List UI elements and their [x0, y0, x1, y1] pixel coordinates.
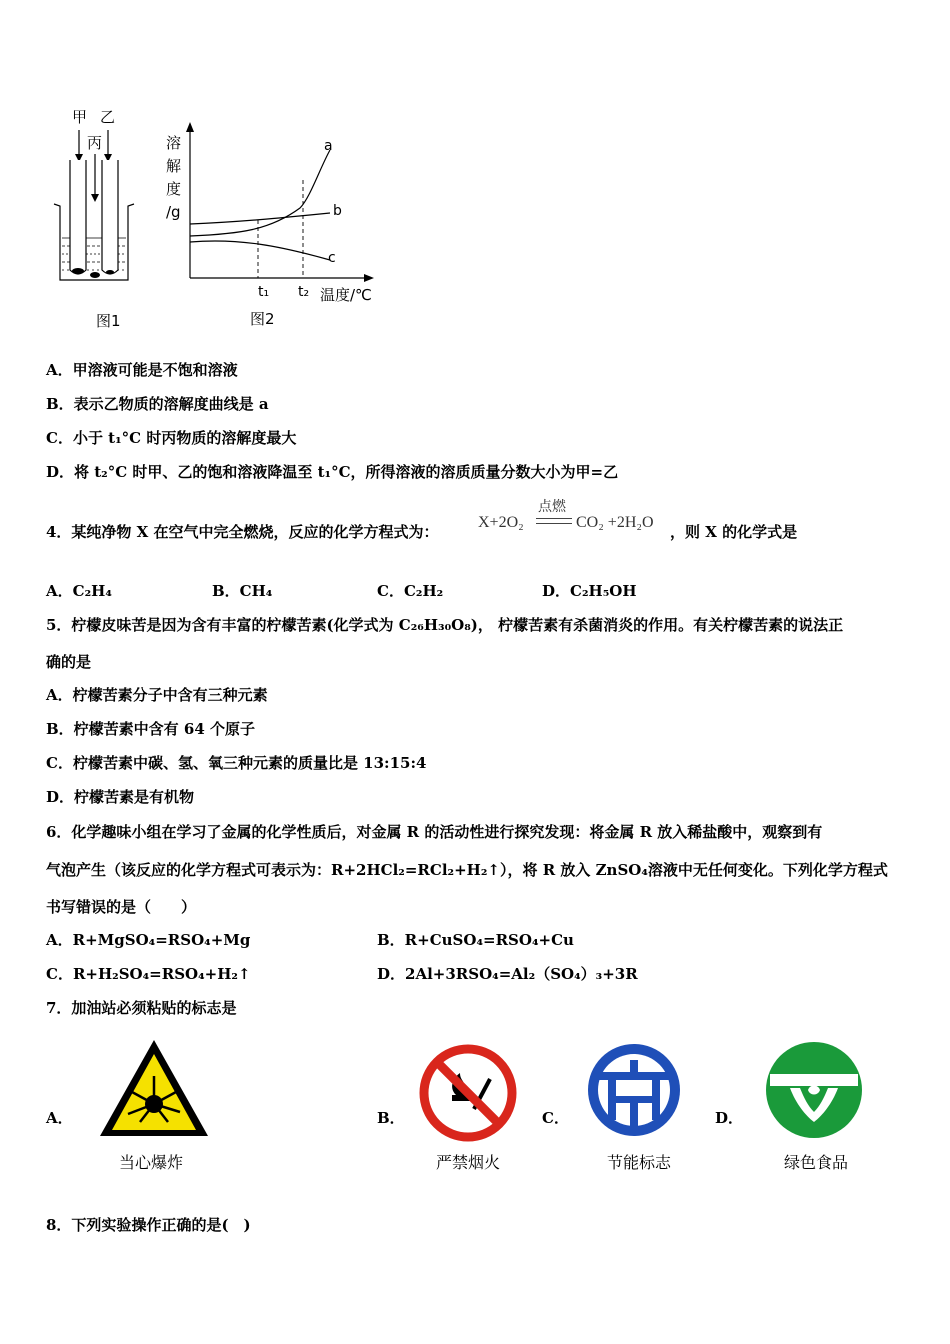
figure-1-label: 图1	[96, 312, 121, 330]
caption-d: 绿色食品	[783, 1153, 848, 1172]
q3-option-c: C．小于 t₁°C 时丙物质的溶解度最大	[46, 429, 297, 447]
solubility-chart	[160, 118, 390, 298]
q4-option-d: D．C₂H₅OH	[542, 582, 637, 600]
q6-option-a: A．R+MgSO₄=RSO₄+Mg	[46, 931, 251, 949]
q3-option-d: D．将 t₂°C 时甲、乙的饱和溶液降温至 t₁°C，所得溶液的溶质质量分数大小为甲=乙	[46, 463, 619, 481]
q5-stem-line1: 5．柠檬皮味苦是因为含有丰富的柠檬苦素(化学式为 C₂₆H₃₀O₈)， 柠檬苦素有杀菌消炎的作用。有关柠檬苦素的说法正	[46, 616, 844, 634]
figure-1	[50, 100, 140, 330]
no-fire-icon	[418, 1043, 518, 1143]
q7-letter-b: B．	[377, 1109, 405, 1127]
q7-letter-d: D．	[715, 1109, 744, 1127]
q4-option-a: A．C₂H₄	[46, 582, 112, 600]
q6-stem-line2: 气泡产生（该反应的化学方程式可表示为：R+2HCl₂=RCl₂+H₂↑），将 R 放入 ZnSO₄溶液中无任何变化。下列化学方程式	[46, 861, 888, 879]
equation-arrow	[536, 518, 572, 524]
q6-option-c: C．R+H₂SO₄=RSO₄+H₂↑	[46, 965, 251, 983]
q5-option-b: B．柠檬苦素中含有 64 个原子	[46, 720, 255, 738]
q7-stem: 7．加油站必须粘贴的标志是	[46, 999, 237, 1017]
q5-option-d: D．柠檬苦素是有机物	[46, 788, 195, 806]
equation-right: CO₂ +2H₂O	[576, 514, 654, 531]
equation-condition: 点燃	[538, 500, 566, 515]
equation-left: X+2O₂	[478, 514, 524, 531]
y-axis-label: 溶 解 度 /g	[166, 134, 182, 221]
q4-stem-prefix: 4．某纯净物 X 在空气中完全燃烧，反应的化学方程式为：	[46, 523, 439, 541]
green-food-icon	[762, 1038, 866, 1142]
curve-label-a: a	[324, 138, 333, 154]
curve-b	[190, 213, 330, 224]
tube-label-yi: 乙	[100, 108, 116, 126]
figure-2-label: 图2	[250, 310, 275, 328]
caption-b: 严禁烟火	[435, 1153, 500, 1172]
tube-label-bing: 丙	[87, 134, 103, 152]
energy-saving-icon	[584, 1040, 684, 1140]
x-axis-label: 温度/℃	[320, 286, 372, 304]
q3-option-b: B．表示乙物质的溶解度曲线是 a	[46, 395, 269, 413]
q7-letter-c: C．	[542, 1109, 569, 1127]
q3-option-a: A．甲溶液可能是不饱和溶液	[46, 361, 238, 379]
q6-option-d: D．2Al+3RSO₄=Al₂（SO₄）₃+3R	[377, 965, 638, 983]
q4-option-c: C．C₂H₂	[377, 582, 444, 600]
beaker-diagram	[50, 120, 140, 320]
q5-option-c: C．柠檬苦素中碳、氢、氧三种元素的质量比是 13:15:4	[46, 754, 427, 772]
q4-stem-suffix: ，则 X 的化学式是	[670, 523, 798, 541]
tick-t2: t₂	[298, 284, 310, 300]
q4-equation	[478, 496, 673, 540]
q8-stem: 8．下列实验操作正确的是( )	[46, 1216, 251, 1234]
q4-option-b: B．CH₄	[212, 582, 273, 600]
tick-t1: t₁	[258, 284, 270, 300]
explosion-warning-icon	[94, 1034, 214, 1144]
curve-label-c: c	[328, 250, 336, 266]
caption-a: 当心爆炸	[118, 1153, 183, 1172]
figure-2	[160, 118, 390, 338]
curve-c	[190, 241, 330, 260]
caption-c: 节能标志	[606, 1153, 671, 1172]
q6-option-b: B．R+CuSO₄=RSO₄+Cu	[377, 931, 574, 949]
q7-letter-a: A．	[46, 1109, 73, 1127]
curve-label-b: b	[333, 203, 342, 219]
q6-stem-line3: 书写错误的是（ ）	[46, 898, 197, 916]
q6-stem-line1: 6．化学趣味小组在学习了金属的化学性质后，对金属 R 的活动性进行探究发现：将金属 R 放入稀盐酸中，观察到有	[46, 823, 823, 841]
q5-option-a: A．柠檬苦素分子中含有三种元素	[46, 686, 268, 704]
tube-label-jia: 甲	[72, 108, 88, 126]
q5-stem-line2: 确的是	[46, 653, 92, 671]
